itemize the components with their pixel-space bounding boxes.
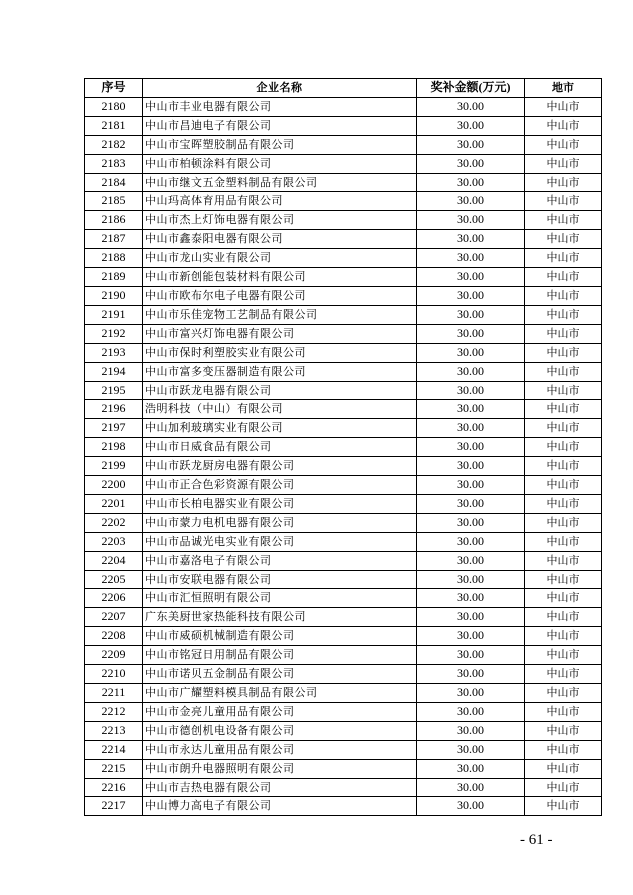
cell-amount: 30.00 bbox=[417, 457, 525, 476]
cell-amount: 30.00 bbox=[417, 343, 525, 362]
cell-amount: 30.00 bbox=[417, 797, 525, 816]
table-row bbox=[85, 759, 602, 778]
cell-company: 中山市宝晖塑胶制品有限公司 bbox=[143, 135, 417, 154]
cell-city: 中山市 bbox=[525, 268, 602, 287]
cell-seq: 2196 bbox=[85, 400, 143, 419]
cell-company: 中山市日威食品有限公司 bbox=[143, 438, 417, 457]
cell-company: 广东美厨世家热能科技有限公司 bbox=[143, 608, 417, 627]
table-row bbox=[85, 173, 602, 192]
cell-amount: 30.00 bbox=[417, 116, 525, 135]
cell-seq: 2183 bbox=[85, 154, 143, 173]
table-row bbox=[85, 797, 602, 816]
cell-city: 中山市 bbox=[525, 116, 602, 135]
cell-amount: 30.00 bbox=[417, 362, 525, 381]
cell-amount: 30.00 bbox=[417, 192, 525, 211]
cell-city: 中山市 bbox=[525, 135, 602, 154]
cell-city: 中山市 bbox=[525, 381, 602, 400]
cell-seq: 2189 bbox=[85, 268, 143, 287]
cell-company: 中山市品诚光电实业有限公司 bbox=[143, 532, 417, 551]
cell-city: 中山市 bbox=[525, 362, 602, 381]
cell-city: 中山市 bbox=[525, 570, 602, 589]
cell-city: 中山市 bbox=[525, 419, 602, 438]
cell-city: 中山市 bbox=[525, 154, 602, 173]
cell-seq: 2208 bbox=[85, 627, 143, 646]
cell-city: 中山市 bbox=[525, 211, 602, 230]
table-row bbox=[85, 627, 602, 646]
cell-company: 中山市朗升电器照明有限公司 bbox=[143, 759, 417, 778]
table-row bbox=[85, 494, 602, 513]
cell-amount: 30.00 bbox=[417, 702, 525, 721]
award-table bbox=[84, 78, 602, 816]
header-amount: 奖补金额(万元) bbox=[417, 79, 525, 98]
cell-city: 中山市 bbox=[525, 665, 602, 684]
cell-seq: 2181 bbox=[85, 116, 143, 135]
cell-seq: 2212 bbox=[85, 702, 143, 721]
cell-seq: 2211 bbox=[85, 684, 143, 703]
cell-company: 中山玛高体育用品有限公司 bbox=[143, 192, 417, 211]
table-row bbox=[85, 97, 602, 116]
cell-seq: 2205 bbox=[85, 570, 143, 589]
cell-company: 中山市铭冠日用制品有限公司 bbox=[143, 646, 417, 665]
cell-amount: 30.00 bbox=[417, 513, 525, 532]
cell-seq: 2204 bbox=[85, 551, 143, 570]
cell-seq: 2190 bbox=[85, 286, 143, 305]
cell-city: 中山市 bbox=[525, 759, 602, 778]
cell-company: 中山市杰上灯饰电器有限公司 bbox=[143, 211, 417, 230]
cell-city: 中山市 bbox=[525, 286, 602, 305]
cell-company: 中山博力高电子有限公司 bbox=[143, 797, 417, 816]
cell-city: 中山市 bbox=[525, 721, 602, 740]
cell-city: 中山市 bbox=[525, 230, 602, 249]
table-row bbox=[85, 116, 602, 135]
cell-amount: 30.00 bbox=[417, 381, 525, 400]
cell-city: 中山市 bbox=[525, 343, 602, 362]
cell-company: 中山市欧布尔电子电器有限公司 bbox=[143, 286, 417, 305]
cell-company: 中山市柏顿涂料有限公司 bbox=[143, 154, 417, 173]
cell-company: 中山市富多变压器制造有限公司 bbox=[143, 362, 417, 381]
cell-city: 中山市 bbox=[525, 797, 602, 816]
cell-amount: 30.00 bbox=[417, 532, 525, 551]
cell-seq: 2194 bbox=[85, 362, 143, 381]
table-row bbox=[85, 400, 602, 419]
table-row bbox=[85, 721, 602, 740]
cell-company: 中山市诺贝五金制品有限公司 bbox=[143, 665, 417, 684]
table-row bbox=[85, 286, 602, 305]
cell-seq: 2187 bbox=[85, 230, 143, 249]
table-row bbox=[85, 230, 602, 249]
cell-company: 中山市汇恒照明有限公司 bbox=[143, 589, 417, 608]
table-row bbox=[85, 324, 602, 343]
cell-amount: 30.00 bbox=[417, 646, 525, 665]
cell-amount: 30.00 bbox=[417, 324, 525, 343]
cell-city: 中山市 bbox=[525, 589, 602, 608]
table-row bbox=[85, 438, 602, 457]
cell-amount: 30.00 bbox=[417, 589, 525, 608]
table-row bbox=[85, 589, 602, 608]
table-row bbox=[85, 381, 602, 400]
cell-company: 中山市丰业电器有限公司 bbox=[143, 97, 417, 116]
cell-company: 中山市正合色彩资源有限公司 bbox=[143, 476, 417, 495]
cell-seq: 2184 bbox=[85, 173, 143, 192]
cell-amount: 30.00 bbox=[417, 268, 525, 287]
table-row bbox=[85, 249, 602, 268]
cell-company: 中山市跃龙电器有限公司 bbox=[143, 381, 417, 400]
cell-city: 中山市 bbox=[525, 324, 602, 343]
cell-seq: 2210 bbox=[85, 665, 143, 684]
cell-amount: 30.00 bbox=[417, 778, 525, 797]
cell-amount: 30.00 bbox=[417, 438, 525, 457]
cell-company: 中山市继文五金塑料制品有限公司 bbox=[143, 173, 417, 192]
cell-amount: 30.00 bbox=[417, 627, 525, 646]
cell-city: 中山市 bbox=[525, 97, 602, 116]
cell-city: 中山市 bbox=[525, 608, 602, 627]
header-company: 企业名称 bbox=[143, 79, 417, 98]
cell-seq: 2198 bbox=[85, 438, 143, 457]
cell-amount: 30.00 bbox=[417, 305, 525, 324]
cell-seq: 2180 bbox=[85, 97, 143, 116]
cell-seq: 2206 bbox=[85, 589, 143, 608]
cell-seq: 2195 bbox=[85, 381, 143, 400]
cell-amount: 30.00 bbox=[417, 286, 525, 305]
cell-seq: 2203 bbox=[85, 532, 143, 551]
cell-company: 中山市威硕机械制造有限公司 bbox=[143, 627, 417, 646]
table-row bbox=[85, 154, 602, 173]
cell-seq: 2182 bbox=[85, 135, 143, 154]
cell-amount: 30.00 bbox=[417, 759, 525, 778]
cell-city: 中山市 bbox=[525, 532, 602, 551]
table-row bbox=[85, 665, 602, 684]
cell-amount: 30.00 bbox=[417, 570, 525, 589]
cell-city: 中山市 bbox=[525, 457, 602, 476]
cell-amount: 30.00 bbox=[417, 173, 525, 192]
cell-city: 中山市 bbox=[525, 702, 602, 721]
cell-city: 中山市 bbox=[525, 551, 602, 570]
cell-company: 中山市长柏电器实业有限公司 bbox=[143, 494, 417, 513]
table-row bbox=[85, 570, 602, 589]
cell-amount: 30.00 bbox=[417, 608, 525, 627]
cell-seq: 2202 bbox=[85, 513, 143, 532]
table-row bbox=[85, 702, 602, 721]
cell-seq: 2213 bbox=[85, 721, 143, 740]
cell-company: 中山市吉热电器有限公司 bbox=[143, 778, 417, 797]
cell-company: 浩明科技（中山）有限公司 bbox=[143, 400, 417, 419]
cell-amount: 30.00 bbox=[417, 494, 525, 513]
cell-seq: 2185 bbox=[85, 192, 143, 211]
cell-company: 中山加利玻璃实业有限公司 bbox=[143, 419, 417, 438]
cell-amount: 30.00 bbox=[417, 419, 525, 438]
table-row bbox=[85, 362, 602, 381]
table-row bbox=[85, 211, 602, 230]
cell-amount: 30.00 bbox=[417, 551, 525, 570]
cell-amount: 30.00 bbox=[417, 665, 525, 684]
table-row bbox=[85, 740, 602, 759]
cell-city: 中山市 bbox=[525, 192, 602, 211]
header-seq: 序号 bbox=[85, 79, 143, 98]
cell-seq: 2197 bbox=[85, 419, 143, 438]
cell-amount: 30.00 bbox=[417, 400, 525, 419]
table-header-row bbox=[85, 79, 602, 98]
table-row bbox=[85, 532, 602, 551]
cell-amount: 30.00 bbox=[417, 476, 525, 495]
table-row bbox=[85, 192, 602, 211]
cell-amount: 30.00 bbox=[417, 154, 525, 173]
cell-city: 中山市 bbox=[525, 438, 602, 457]
cell-seq: 2186 bbox=[85, 211, 143, 230]
table-row bbox=[85, 476, 602, 495]
cell-seq: 2201 bbox=[85, 494, 143, 513]
table-row bbox=[85, 646, 602, 665]
cell-seq: 2191 bbox=[85, 305, 143, 324]
cell-seq: 2215 bbox=[85, 759, 143, 778]
cell-city: 中山市 bbox=[525, 494, 602, 513]
cell-company: 中山市安联电器有限公司 bbox=[143, 570, 417, 589]
cell-city: 中山市 bbox=[525, 646, 602, 665]
table-row bbox=[85, 684, 602, 703]
table-row bbox=[85, 608, 602, 627]
cell-seq: 2207 bbox=[85, 608, 143, 627]
header-city: 地市 bbox=[525, 79, 602, 98]
cell-seq: 2200 bbox=[85, 476, 143, 495]
cell-city: 中山市 bbox=[525, 684, 602, 703]
cell-seq: 2193 bbox=[85, 343, 143, 362]
cell-company: 中山市广耀塑料模具制品有限公司 bbox=[143, 684, 417, 703]
cell-company: 中山市金亮儿童用品有限公司 bbox=[143, 702, 417, 721]
table-row bbox=[85, 135, 602, 154]
cell-amount: 30.00 bbox=[417, 740, 525, 759]
table-row bbox=[85, 343, 602, 362]
cell-seq: 2199 bbox=[85, 457, 143, 476]
table-row bbox=[85, 551, 602, 570]
cell-company: 中山市新创能包装材料有限公司 bbox=[143, 268, 417, 287]
cell-city: 中山市 bbox=[525, 305, 602, 324]
cell-company: 中山市蒙力电机电器有限公司 bbox=[143, 513, 417, 532]
cell-city: 中山市 bbox=[525, 740, 602, 759]
cell-seq: 2188 bbox=[85, 249, 143, 268]
cell-company: 中山市德创机电设备有限公司 bbox=[143, 721, 417, 740]
table-row bbox=[85, 778, 602, 797]
cell-seq: 2209 bbox=[85, 646, 143, 665]
cell-amount: 30.00 bbox=[417, 211, 525, 230]
table-row bbox=[85, 457, 602, 476]
cell-seq: 2214 bbox=[85, 740, 143, 759]
cell-company: 中山市鑫泰阳电器有限公司 bbox=[143, 230, 417, 249]
cell-city: 中山市 bbox=[525, 778, 602, 797]
cell-company: 中山市富兴灯饰电器有限公司 bbox=[143, 324, 417, 343]
cell-company: 中山市跃龙厨房电器有限公司 bbox=[143, 457, 417, 476]
cell-seq: 2216 bbox=[85, 778, 143, 797]
cell-amount: 30.00 bbox=[417, 249, 525, 268]
cell-company: 中山市永达儿童用品有限公司 bbox=[143, 740, 417, 759]
page-number: - 61 - bbox=[520, 832, 553, 848]
cell-amount: 30.00 bbox=[417, 135, 525, 154]
cell-amount: 30.00 bbox=[417, 230, 525, 249]
cell-city: 中山市 bbox=[525, 513, 602, 532]
cell-company: 中山市嘉洛电子有限公司 bbox=[143, 551, 417, 570]
table-row bbox=[85, 513, 602, 532]
cell-amount: 30.00 bbox=[417, 97, 525, 116]
cell-amount: 30.00 bbox=[417, 721, 525, 740]
cell-company: 中山市昌迪电子有限公司 bbox=[143, 116, 417, 135]
cell-seq: 2217 bbox=[85, 797, 143, 816]
cell-amount: 30.00 bbox=[417, 684, 525, 703]
cell-city: 中山市 bbox=[525, 173, 602, 192]
cell-city: 中山市 bbox=[525, 249, 602, 268]
cell-city: 中山市 bbox=[525, 476, 602, 495]
cell-company: 中山市龙山实业有限公司 bbox=[143, 249, 417, 268]
cell-company: 中山市保时利塑胶实业有限公司 bbox=[143, 343, 417, 362]
cell-city: 中山市 bbox=[525, 400, 602, 419]
table-row bbox=[85, 419, 602, 438]
cell-company: 中山市乐佳宠物工艺制品有限公司 bbox=[143, 305, 417, 324]
cell-city: 中山市 bbox=[525, 627, 602, 646]
table-row bbox=[85, 305, 602, 324]
cell-seq: 2192 bbox=[85, 324, 143, 343]
table-row bbox=[85, 268, 602, 287]
